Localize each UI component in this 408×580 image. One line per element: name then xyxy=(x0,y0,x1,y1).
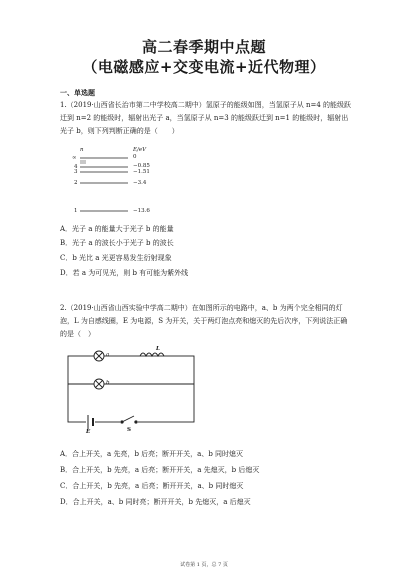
battery-label: E xyxy=(86,429,91,435)
q1-option-c: C．b 光比 a 光更容易发生衍射现象 xyxy=(60,254,172,262)
inductor-coil xyxy=(140,353,164,356)
q2-option-a: A．合上开关，a 先亮，b 后亮；断开开关，a、b 同时熄灭 xyxy=(60,450,244,458)
q1-option-b: B．光子 a 的波长小于光子 b 的波长 xyxy=(60,239,174,247)
page-footer: 试卷第 1 页，总 7 页 xyxy=(180,562,228,568)
q1-option-d: D．若 a 为可见光，则 b 有可能为紫外线 xyxy=(60,269,189,277)
lamp-b-label: b xyxy=(106,380,110,386)
n-axis-label: n xyxy=(80,147,84,153)
level-e-3: −1.51 xyxy=(133,169,150,175)
page-title-line2: （电磁感应+交变电流+近代物理） xyxy=(82,58,326,76)
section-heading: 一、单选题 xyxy=(60,88,95,97)
level-n-2: 2 xyxy=(74,180,78,186)
page-title-line1: 高二春季期中点题 xyxy=(141,38,266,56)
level-n-3: 3 xyxy=(74,169,78,175)
level-e-inf: 0 xyxy=(133,154,137,160)
energy-axis-label: E/eV xyxy=(133,147,147,153)
circuit-diagram xyxy=(68,351,194,422)
level-e-1: −13.6 xyxy=(133,208,150,214)
level-n-1: 1 xyxy=(74,208,78,214)
q2-option-c: C．合上开关，b 先亮，a 后亮；断开开关，a、b 同时熄灭 xyxy=(60,482,244,490)
level-e-4: −0.85 xyxy=(133,163,150,169)
level-n-4: 4 xyxy=(74,164,78,170)
q2-option-d: D．合上开关，a、b 同时亮；断开开关，b 先熄灭，a 后熄灭 xyxy=(60,498,251,506)
level-e-2: −3.4 xyxy=(133,180,147,186)
level-n-inf: ∞ xyxy=(72,155,77,161)
lamp-a-label: a xyxy=(106,352,110,358)
coil-label: L xyxy=(156,346,160,352)
switch-label: S xyxy=(127,427,131,433)
question-1-stem: 1.（2019·山西省长治市第二中学校高二期中）氢原子的能级如图，当氢原子从 n=4 的能级跃迁到 n=2 的能级时，辐射出光子 a，当氢原子从 n=3 的能级跃迁到 n=1 的能级时，辐射出光子 b，则下列判断正确的是（ ） xyxy=(60,101,351,135)
q2-option-b: B．合上开关，b 先亮，a 后亮；断开开关，a 先熄灭，b 后熄灭 xyxy=(60,466,260,474)
q1-option-a: A．光子 a 的能量大于光子 b 的能量 xyxy=(60,225,174,233)
question-2-stem: 2.（2019·山西省山西实验中学高二期中）在如图所示的电路中，a、b 为两个完全相同的灯泡，L 为自感线圈，E 为电源，S 为开关，关于两灯泡点亮和熄灭的先后次序，下列说法正确的是（ ） xyxy=(60,304,348,338)
